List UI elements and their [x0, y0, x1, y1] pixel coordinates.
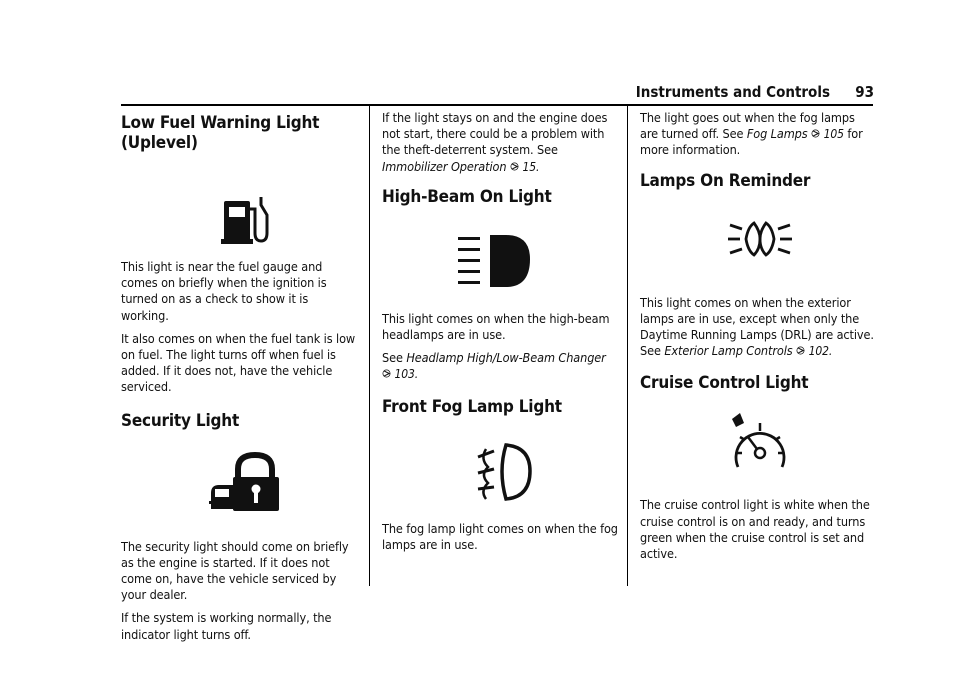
headlamp-changer-link[interactable]: Headlamp High/Low-Beam Changer: [406, 350, 606, 366]
high-beam-paragraph-1: This light comes on when the high-beam headlamps are in use.: [382, 310, 610, 343]
fog-lamps-page-ref[interactable]: 105: [823, 127, 844, 142]
page-ref-icon: [510, 162, 519, 171]
page-number: 93: [855, 83, 874, 101]
high-beam-paragraph-2: [382, 350, 618, 382]
fog-off-paragraph: [640, 110, 876, 159]
fog-lamps-link[interactable]: Fog Lamps: [746, 126, 808, 142]
immobilizer-text: If the light stays on and the engine does not start, there could be a problem with the theft-deterrent system. See: [382, 110, 608, 158]
lamps-on-paragraph: [640, 295, 876, 360]
fuel-pump-icon: [121, 153, 357, 257]
security-paragraph-1: The security light should come on briefly as the engine is started. If it does not come on, have the vehicle serviced by your dealer.: [121, 538, 349, 603]
low-fuel-paragraph-1: This light is near the fuel gauge and comes on briefly when the ignition is turned on as a check to show it is working.: [121, 259, 327, 323]
security-paragraph-2: If the system is working normally, the indicator light turns off.: [121, 610, 332, 642]
page-ref-icon: [796, 346, 805, 355]
column-3: [640, 110, 876, 569]
cruise-paragraph-1: The cruise control light is white when the cruise control is on and ready, and turns green when the cruise control is set and active.: [640, 497, 870, 562]
more-info-text: for more information.: [640, 126, 863, 158]
page-header: [0, 83, 960, 103]
lamps-on-text: This light comes on when the exterior lamps are in use, except when only the Daytime Running Lamps (DRL) are active. See: [640, 294, 874, 359]
security-lock-icon: [121, 431, 357, 535]
fog-off-text: The light goes out when the fog lamps are turned off. See: [640, 110, 855, 142]
immobilizer-page-ref[interactable]: 15.: [522, 159, 540, 174]
fog-lamp-icon: [382, 417, 618, 521]
see-text: See: [382, 350, 403, 366]
headlamp-changer-page-ref[interactable]: 103.: [394, 367, 419, 382]
column-1: [121, 110, 357, 650]
page-ref-icon: [382, 369, 391, 378]
lamps-on-heading: Lamps On Reminder: [640, 170, 811, 191]
security-heading: Security Light: [121, 410, 240, 431]
lamps-on-reminder-icon: [640, 191, 876, 295]
low-fuel-heading: Low Fuel Warning Light (Uplevel): [121, 113, 320, 153]
immobilizer-link[interactable]: Immobilizer Operation: [382, 158, 507, 174]
section-title: Instruments and Controls: [635, 83, 830, 101]
header-rule: [121, 104, 873, 106]
high-beam-heading: High-Beam On Light: [382, 186, 552, 207]
cruise-heading: Cruise Control Light: [640, 373, 809, 394]
column-2: [382, 110, 618, 560]
fog-paragraph-1: The fog lamp light comes on when the fog lamps are in use.: [382, 520, 618, 552]
column-divider-1: [369, 106, 370, 586]
high-beam-icon: [382, 207, 618, 311]
immobilizer-paragraph: [382, 110, 618, 175]
exterior-lamp-controls-page-ref[interactable]: 102.: [808, 344, 833, 359]
fog-heading: Front Fog Lamp Light: [382, 396, 562, 417]
cruise-control-icon: [640, 393, 876, 497]
low-fuel-paragraph-2: It also comes on when the fuel tank is low on fuel. The light turns off when fuel is added. If it does not, have the vehicle serviced.: [121, 330, 356, 395]
page-ref-icon: [811, 129, 820, 138]
exterior-lamp-controls-link[interactable]: Exterior Lamp Controls: [664, 343, 793, 359]
column-divider-2: [627, 106, 628, 586]
